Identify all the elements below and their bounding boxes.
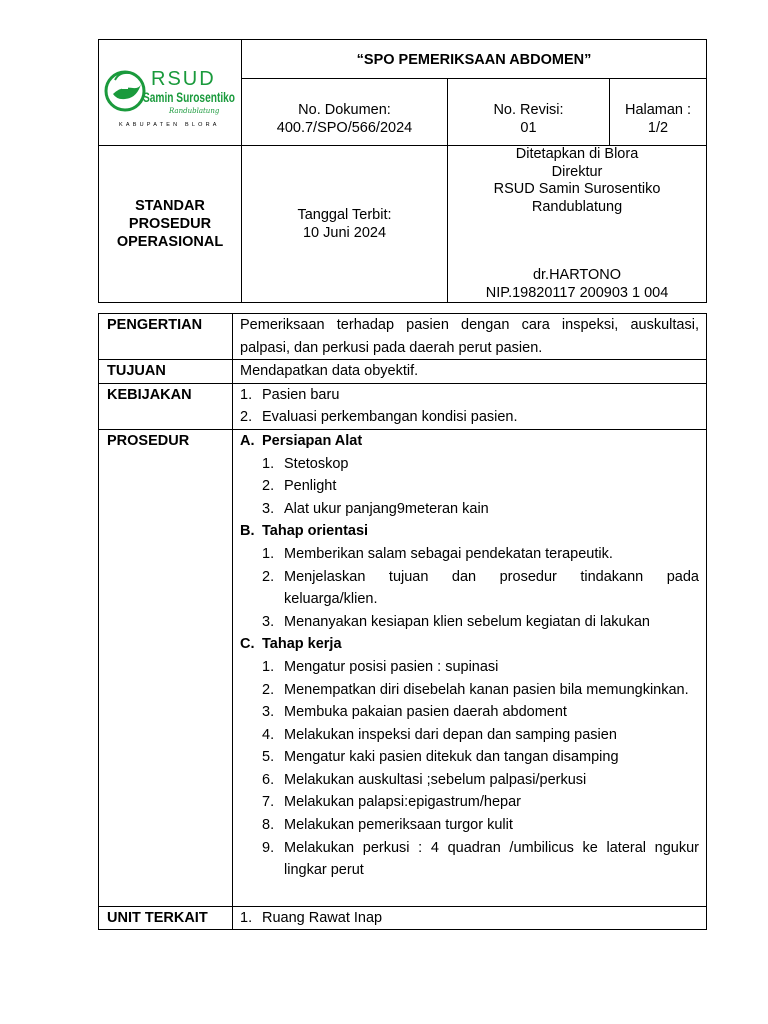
list-item: 1. Pasien baru — [240, 386, 340, 403]
list-item: 1. Ruang Rawat Inap — [240, 909, 383, 926]
issue-date-label: Tanggal Terbit: — [297, 207, 392, 223]
list-item: 5. Mengatur kaki pasien ditekuk dan tangan disamping — [262, 749, 619, 766]
list-item: 1. Stetoskop — [262, 455, 349, 472]
list-item: 4. Melakukan inspeksi dari depan dan samping pasien — [262, 726, 617, 743]
list-item: 2. Menempatkan diri disebelah kanan pasien bila memungkinkan. — [262, 681, 689, 698]
document-title: “SPO PEMERIKSAAN ABDOMEN” — [242, 40, 707, 79]
list-item: 9. Melakukan perkusi : 4 quadran /umbilicus ke lateral ngukur lingkar perut — [262, 839, 699, 879]
label-pengertian: PENGERTIAN — [99, 314, 233, 360]
list-item: 3. Membuka pakaian pasien daerah abdoment — [262, 704, 567, 721]
section-heading-b: B. Tahap orientasi — [240, 523, 369, 540]
page-value: 1/2 — [647, 120, 669, 136]
approval-line-3: RSUD Samin Surosentiko — [493, 181, 661, 197]
document-number-label: No. Dokumen: — [298, 102, 391, 118]
row-tujuan — [99, 360, 707, 384]
hospital-logo-icon — [103, 58, 237, 128]
sop-line-1: STANDAR — [135, 198, 205, 214]
approval-line-1: Ditetapkan di Blora — [515, 146, 639, 162]
revision-value: 01 — [520, 120, 537, 136]
signer-nip: NIP.19820117 200903 1 004 — [485, 284, 669, 301]
list-item: 3. Menanyakan kesiapan klien sebelum kegiatan di lakukan — [262, 613, 650, 630]
list-item: 1. Memberikan salam sebagai pendekatan terapeutik. — [262, 545, 613, 562]
revision-cell — [448, 79, 610, 146]
row-kebijakan — [99, 383, 707, 429]
list-item: 2. Evaluasi perkembangan kondisi pasien. — [240, 409, 518, 426]
list-item: 2. Menjelaskan tujuan dan prosedur tindakann pada keluarga/klien. — [262, 568, 699, 608]
row-unit-terkait — [99, 906, 707, 930]
page-label: Halaman : — [624, 102, 692, 118]
document-header-table — [98, 39, 707, 303]
logo-region-text: KABUPATEN BLORA — [119, 121, 220, 128]
label-tujuan: TUJUAN — [99, 360, 233, 384]
row-prosedur — [99, 429, 707, 906]
list-item: 2. Penlight — [262, 478, 337, 495]
list-item: 6. Melakukan auskultasi ;sebelum palpasi/perkusi — [262, 771, 587, 788]
section-heading-c: C. Tahap kerja — [240, 636, 342, 653]
document-number-value: 400.7/SPO/566/2024 — [276, 120, 413, 136]
approval-line-2: Direktur — [551, 163, 603, 180]
list-item: 8. Melakukan pemeriksaan turgor kulit — [262, 817, 513, 834]
procedure-table — [98, 313, 707, 930]
row-pengertian — [99, 314, 707, 360]
document-number-cell — [242, 79, 448, 146]
signer-name: dr.HARTONO — [532, 267, 622, 283]
issue-date-cell — [242, 146, 448, 303]
sop-line-3: OPERASIONAL — [116, 234, 224, 250]
logo-rsud-text: RSUD — [151, 67, 216, 90]
logo-cell — [99, 40, 242, 146]
approval-cell — [448, 146, 707, 303]
text-tujuan: Mendapatkan data obyektif. — [240, 363, 419, 380]
list-item: 1. Mengatur posisi pasien : supinasi — [262, 658, 499, 675]
label-kebijakan: KEBIJAKAN — [99, 383, 233, 429]
list-item: 7. Melakukan palapsi:epigastrum/hepar — [262, 794, 521, 811]
issue-date-value: 10 Juni 2024 — [302, 225, 387, 241]
revision-label: No. Revisi: — [493, 102, 564, 118]
logo-name-text: Samin Surosentiko — [143, 88, 235, 105]
label-prosedur: PROSEDUR — [99, 429, 233, 906]
section-heading-a: A. Persiapan Alat — [240, 432, 363, 449]
sop-line-2: PROSEDUR — [128, 216, 212, 232]
text-pengertian: Pemeriksaan terhadap pasien dengan cara inspeksi, auskultasi, palpasi, dan perkusi pada daerah perut pasien. — [240, 317, 699, 356]
logo-script-text: Randublatung — [169, 106, 220, 115]
list-item: 3. Alat ukur panjang9meteran kain — [262, 500, 489, 517]
page-cell — [610, 79, 707, 146]
sop-title-cell — [99, 146, 242, 303]
label-unit-terkait: UNIT TERKAIT — [99, 906, 233, 930]
approval-line-4: Randublatung — [531, 198, 623, 215]
